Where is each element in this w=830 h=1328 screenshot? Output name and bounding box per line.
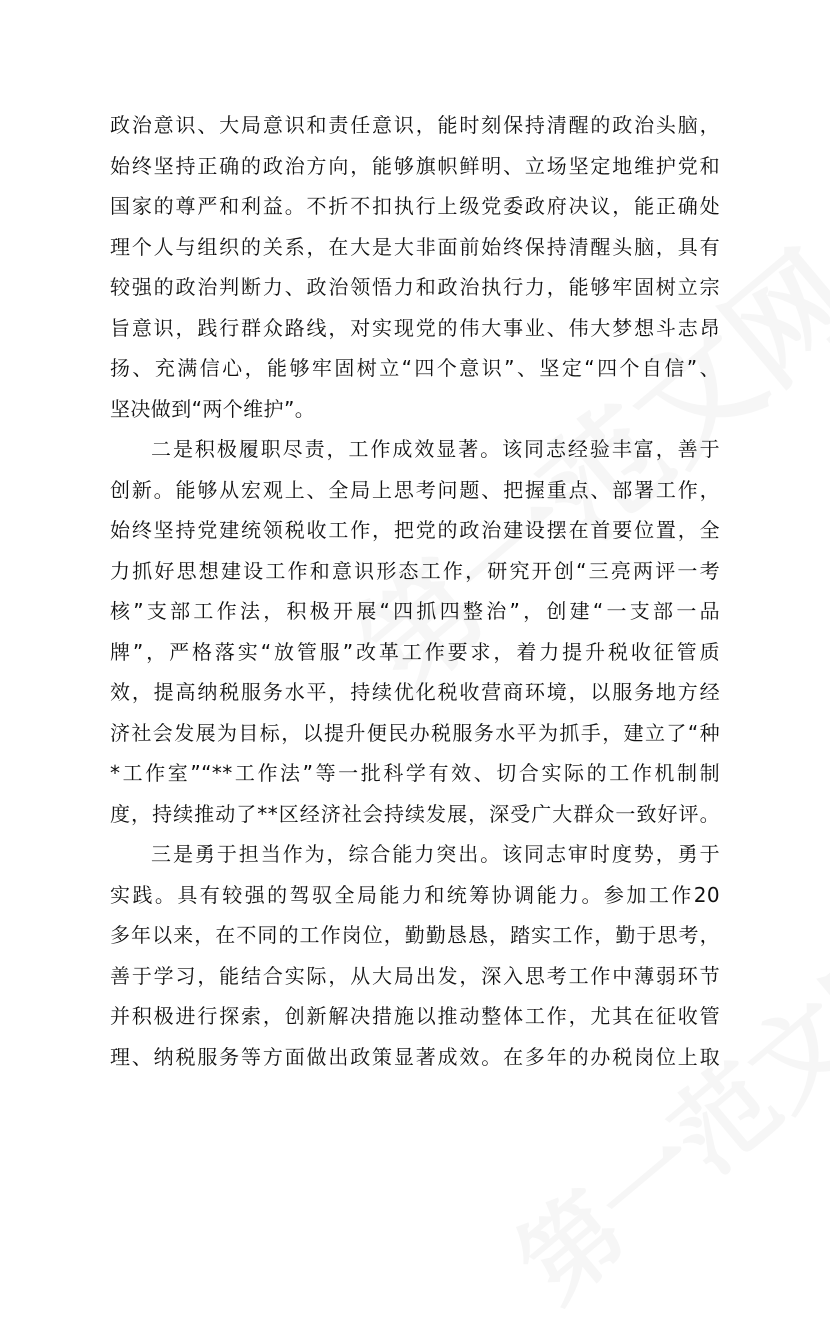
text-line: 三是勇于担当作为，综合能力突出。该同志审时度势，勇于 bbox=[151, 842, 720, 866]
text-line: 二是积极履职尽责，工作成效显著。该同志经验丰富，善于 bbox=[151, 437, 720, 461]
text-line: 多年以来，在不同的工作岗位，勤勤恳恳，踏实工作，勤于思考， bbox=[110, 923, 720, 947]
paragraph-2 bbox=[110, 429, 720, 834]
text-line: 核”支部工作法，积极开展“四抓四整治”，创建“一支部一品 bbox=[110, 599, 720, 623]
text-line: 效，提高纳税服务水平，持续优化税收营商环境，以服务地方经 bbox=[110, 680, 720, 704]
text-line: 创新。能够从宏观上、全局上思考问题、把握重点、部署工作， bbox=[110, 477, 720, 502]
text-line: 力抓好思想建设工作和意识形态工作，研究开创“三亮两评一考 bbox=[110, 558, 720, 583]
text-line: 牌”，严格落实“放管服”改革工作要求，着力提升税收征管质 bbox=[110, 639, 720, 664]
text-line: 较强的政治判断力、政治领悟力和政治执行力，能够牢固树立宗 bbox=[110, 275, 720, 299]
document-body bbox=[110, 105, 720, 1077]
text-line: 始终坚持正确的政治方向，能够旗帜鲜明、立场坚定地维护党和 bbox=[110, 153, 720, 178]
paragraph-1 bbox=[110, 105, 720, 429]
text-line: *工作室”“**工作法”等一批科学有效、切合实际的工作机制制 bbox=[110, 761, 720, 785]
text-line: 扬、充满信心，能够牢固树立“四个意识”、坚定“四个自信”、 bbox=[110, 356, 720, 380]
text-line: 国家的尊严和利益。不折不扣执行上级党委政府决议，能正确处 bbox=[110, 194, 720, 218]
text-line: 济社会发展为目标，以提升便民办税服务水平为抓手，建立了“种 bbox=[110, 720, 720, 745]
text-line: 善于学习，能结合实际，从大局出发，深入思考工作中薄弱环节 bbox=[110, 963, 720, 988]
paragraph-3 bbox=[110, 834, 720, 1077]
text-line: 始终坚持党建统领税收工作，把党的政治建设摆在首要位置，全 bbox=[110, 518, 720, 542]
text-line: 坚决做到“两个维护”。 bbox=[110, 396, 316, 421]
text-line: 实践。具有较强的驾驭全局能力和统筹协调能力。参加工作20 bbox=[110, 882, 720, 907]
text-line: 度，持续推动了**区经济社会持续发展，深受广大群众一致好评。 bbox=[110, 801, 720, 826]
text-line: 政治意识、大局意识和责任意识，能时刻保持清醒的政治头脑， bbox=[110, 113, 720, 137]
text-line: 并积极进行探索，创新解决措施以推动整体工作，尤其在征收管 bbox=[110, 1004, 720, 1028]
text-line: 理个人与组织的关系，在大是大非面前始终保持清醒头脑，具有 bbox=[110, 234, 720, 259]
text-line: 旨意识，践行群众路线，对实现党的伟大事业、伟大梦想斗志昂 bbox=[110, 315, 720, 340]
text-line: 理、纳税服务等方面做出政策显著成效。在多年的办税岗位上取 bbox=[110, 1044, 720, 1069]
